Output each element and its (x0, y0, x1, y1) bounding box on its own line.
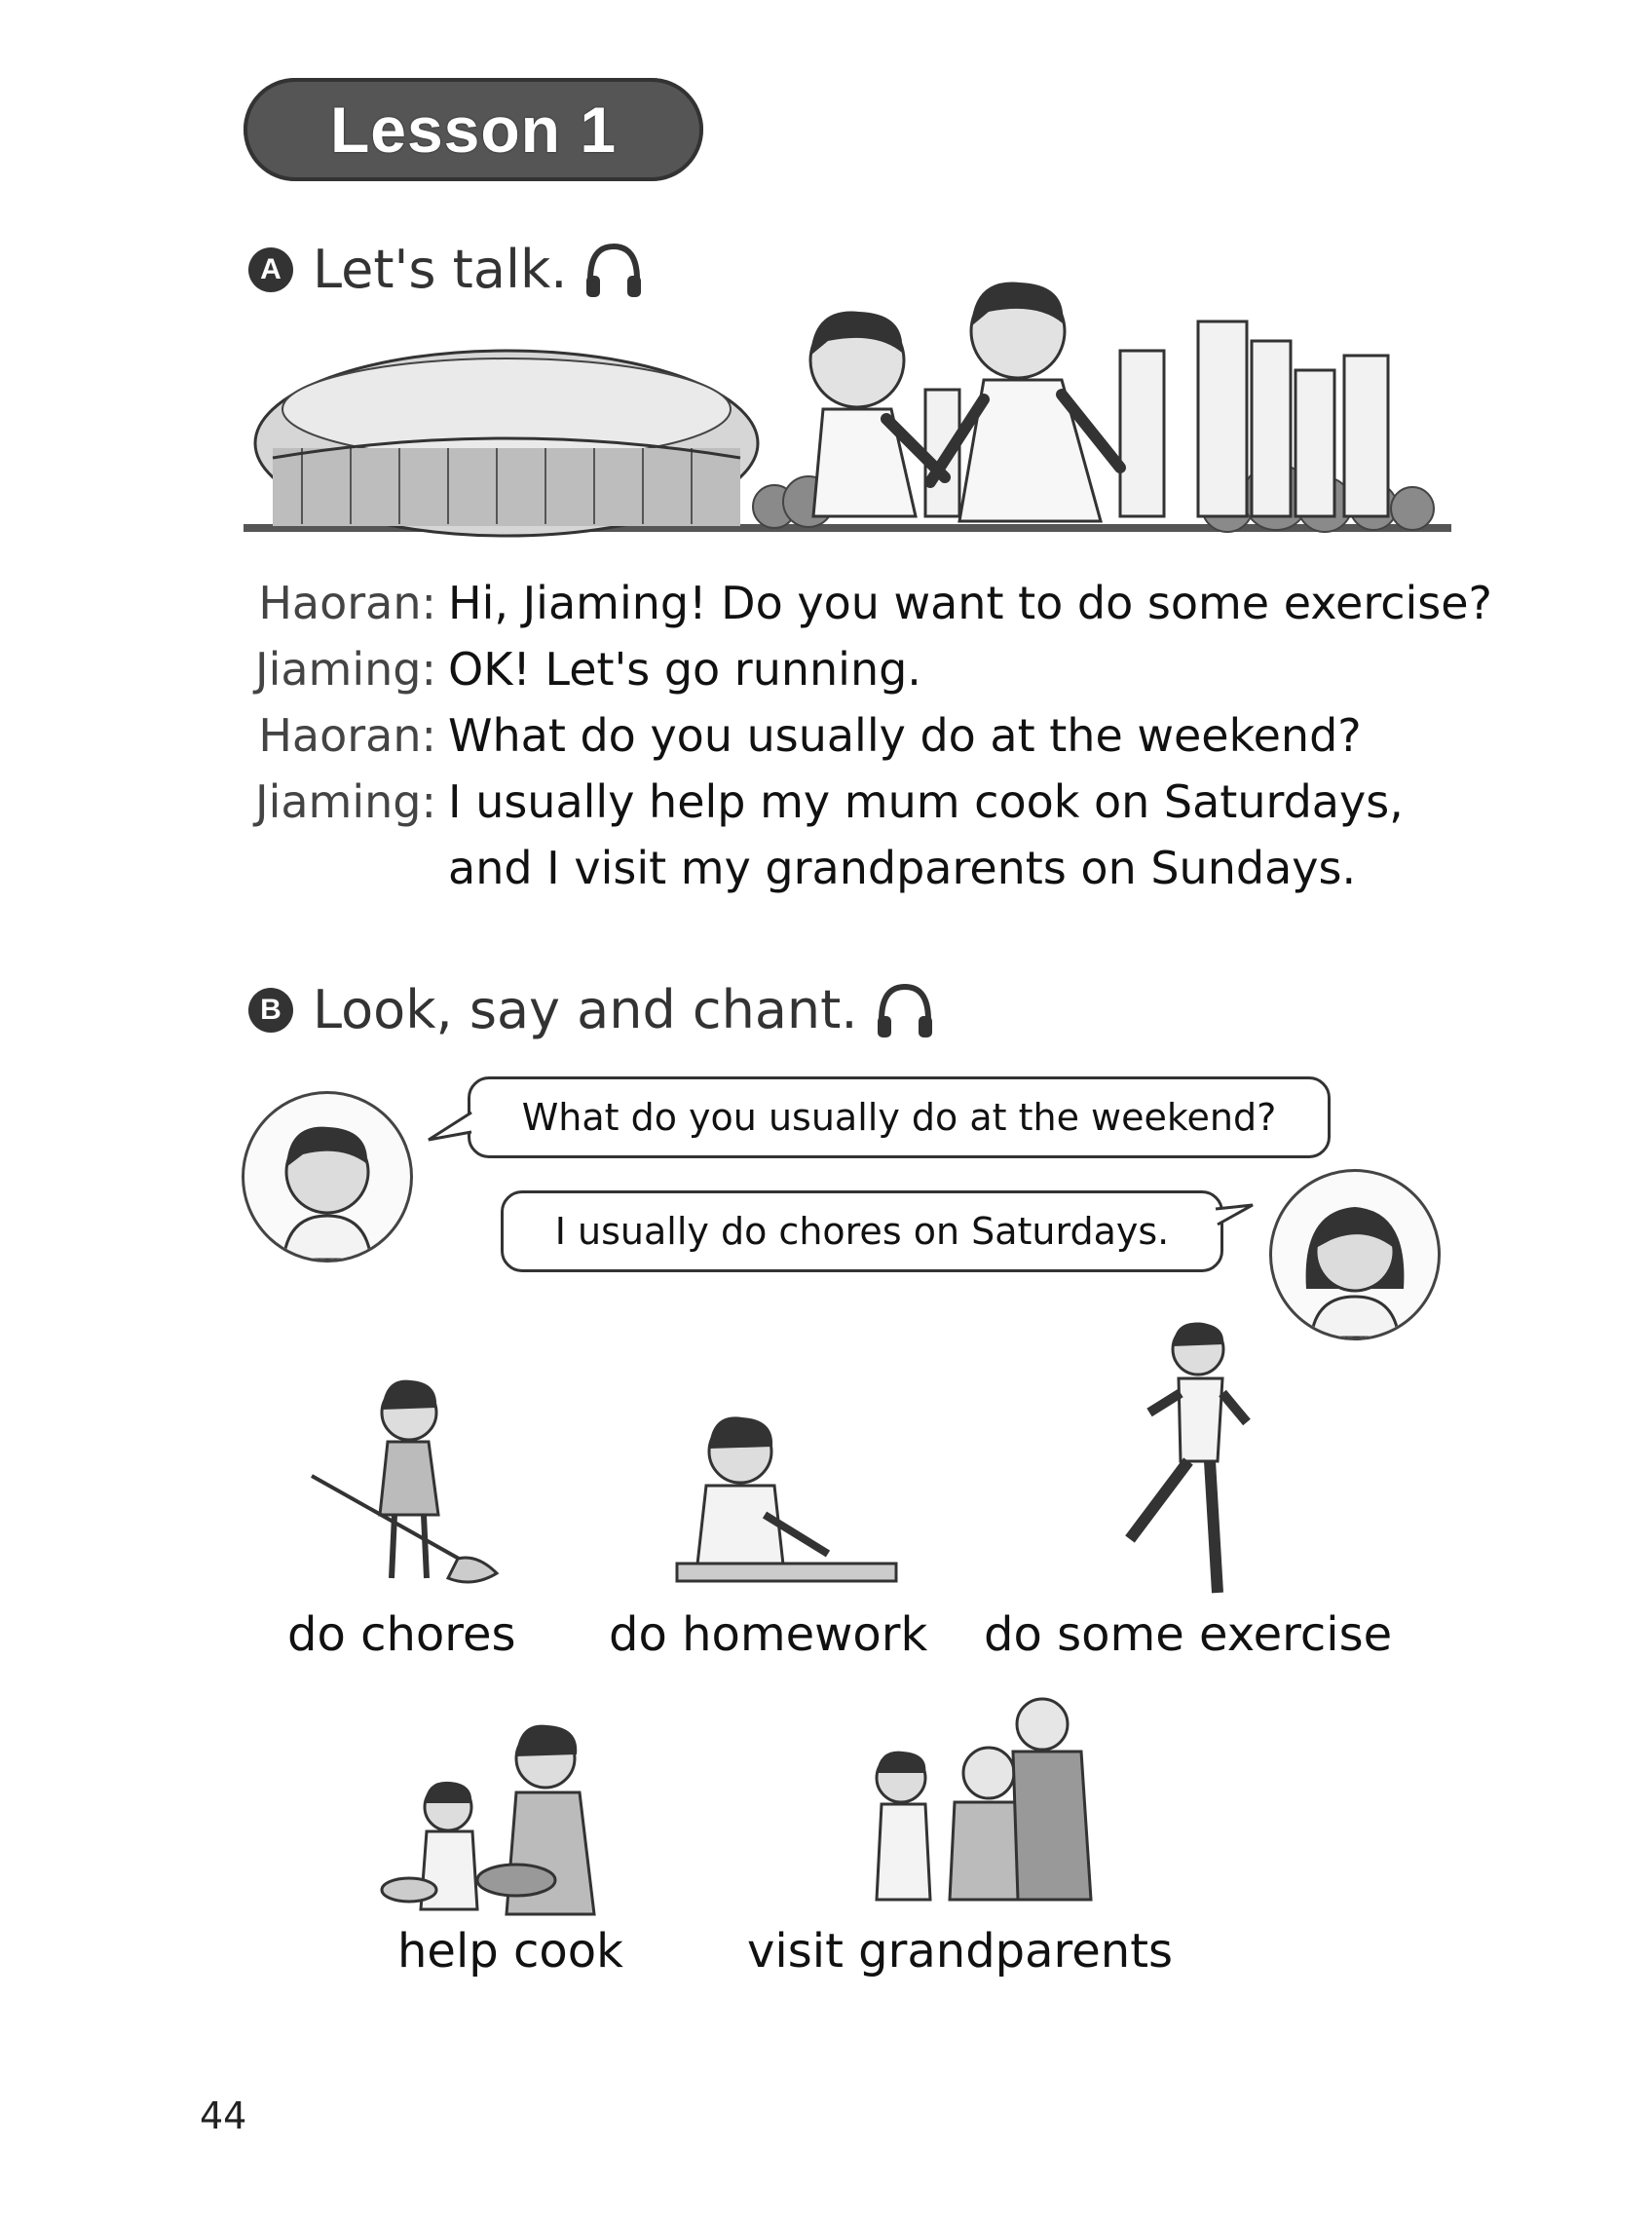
boy-avatar (242, 1091, 413, 1263)
speaker: Jiaming: (255, 775, 436, 828)
activity-label: help cook (397, 1924, 623, 1979)
dialogue-line (248, 835, 1515, 901)
speaker: Haoran: (258, 709, 436, 762)
question-bubble-tail (427, 1111, 473, 1150)
speaker: Jiaming: (255, 643, 436, 696)
utterance: I usually help my mum cook on Saturdays, (448, 775, 1404, 828)
running-scene-illustration (244, 263, 1451, 546)
dialogue-line (248, 636, 1515, 702)
dialogue-line (248, 769, 1515, 835)
activity-label: do some exercise (984, 1607, 1393, 1662)
question-text: What do you usually do at the weekend? (521, 1096, 1277, 1139)
stadium-illustration (255, 351, 758, 536)
section-b-header (248, 979, 936, 1040)
do-exercise-illustration (1101, 1315, 1276, 1607)
speaker: Haoran: (258, 577, 436, 629)
utterance: OK! Let's go running. (448, 643, 921, 696)
answer-bubble (501, 1190, 1223, 1272)
lesson-title: Lesson 1 (329, 94, 618, 166)
headphones-icon[interactable] (874, 981, 936, 1039)
lesson-banner (244, 78, 703, 181)
dialogue-line (248, 570, 1515, 636)
girl-avatar (1269, 1169, 1441, 1340)
help-cook-illustration (380, 1710, 633, 1924)
visit-grandparents-illustration (852, 1695, 1106, 1909)
do-chores-illustration (302, 1359, 516, 1598)
page-number: 44 (200, 2094, 247, 2137)
section-b-badge: B (248, 988, 293, 1033)
answer-text: I usually do chores on Saturdays. (554, 1210, 1170, 1253)
activity-label: visit grandparents (747, 1924, 1174, 1979)
activity-label: do chores (287, 1607, 516, 1662)
section-a-badge: A (248, 247, 293, 292)
section-b-title: Look, say and chant. (313, 979, 858, 1040)
section-a-title: Let's talk. (313, 239, 568, 300)
question-bubble (468, 1076, 1331, 1158)
utterance: What do you usually do at the weekend? (448, 709, 1362, 762)
utterance: and I visit my grandparents on Sundays. (448, 842, 1357, 894)
dialogue (248, 570, 1515, 901)
utterance: Hi, Jiaming! Do you want to do some exercise? (448, 577, 1492, 629)
do-homework-illustration (648, 1408, 901, 1588)
dialogue-line (248, 702, 1515, 769)
answer-bubble-tail (1214, 1203, 1260, 1242)
activity-label: do homework (609, 1607, 928, 1662)
